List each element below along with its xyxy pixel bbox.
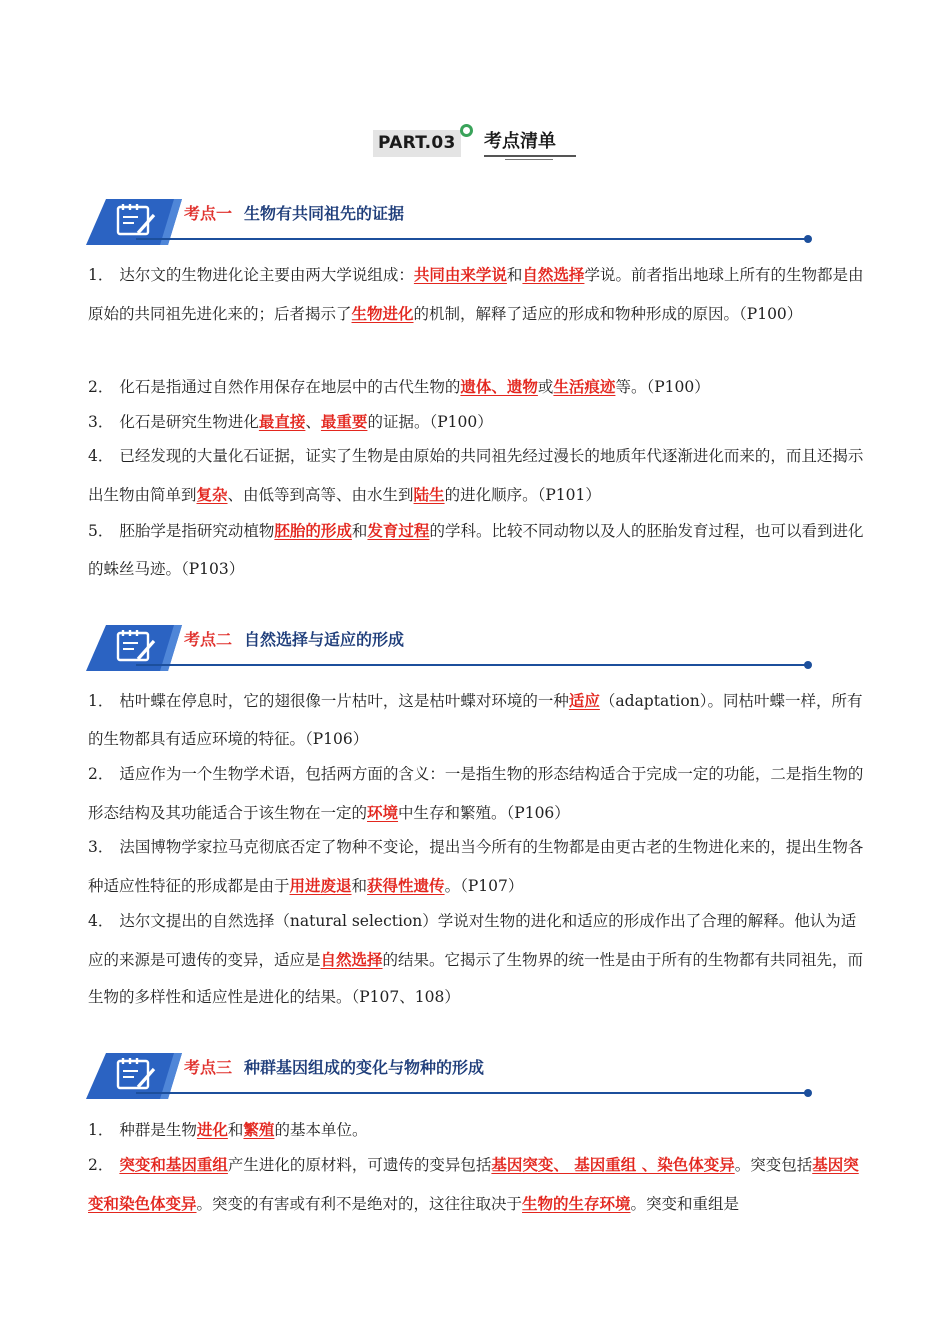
key-term: 适应 (568, 691, 600, 710)
text-run: 和 (351, 522, 368, 540)
item-number: 1． (88, 266, 114, 284)
text-run: 。突变和重组是 (630, 1194, 740, 1213)
key-term: 复杂 (196, 484, 228, 504)
paragraph (88, 682, 864, 758)
text-run: 等。（P100） (615, 378, 710, 396)
text-run: 适应作为一个生物学术语，包括两方面的含义：一是指生物的形态结构适合于完成一定的功能，二是指生物的形态结构及其功能适合于该生物在一定的 (88, 765, 864, 822)
text-run: 的基本单位。 (274, 1121, 368, 1139)
paragraph (88, 512, 864, 588)
section-number: 考点一 (184, 204, 233, 223)
section-header-1 (86, 199, 816, 247)
item-number: 3． (88, 413, 114, 431)
text-run: 化石是指通过自然作用保存在地层中的古代生物的 (119, 378, 461, 396)
item-number: 2． (88, 378, 114, 396)
part-badge: PART.03 (373, 130, 461, 157)
text-run: 中生存和繁殖。（P106） (398, 803, 570, 822)
key-term: 基因突变、 基因重组 、染色体变异 (491, 1155, 735, 1174)
paragraph (88, 1146, 864, 1223)
key-term: 基因突变和染色体变异 (88, 1155, 859, 1213)
key-term: 最重要 (320, 412, 368, 431)
text-run: 、 (305, 413, 321, 431)
title-underline (484, 155, 576, 157)
key-term: 发育过程 (367, 521, 430, 540)
text-run: 的学科。比较不同动物以及人的胚胎发育过程，也可以看到进化的蛛丝马迹。（P103） (88, 522, 864, 578)
key-term: 用进废退 (289, 875, 352, 895)
key-term: 进化 (196, 1120, 228, 1139)
text-run: 和 (227, 1121, 244, 1139)
part-title (0, 124, 950, 164)
text-run: 达尔文提出的自然选择（natural selection）学说对生物的进化和适应的形成作出了合理的解释。他认为适应的来源是可遗传的变异，适应是 (88, 912, 857, 969)
key-term: 陆生 (413, 484, 445, 504)
section-divider (136, 1092, 808, 1094)
item-number: 5． (88, 522, 114, 540)
text-run: 的机制，解释了适应的形成和物种形成的原因。（P100） (413, 304, 803, 323)
text-run: 和 (506, 266, 523, 284)
part-label: 考点清单 (484, 131, 556, 152)
text-run: 的结果。它揭示了生物界的统一性是由于所有的生物都有共同祖先，而生物的多样性和适应性是进化的结果。（P107、108） (88, 950, 864, 1006)
title-underline-short (505, 159, 553, 160)
paragraph (88, 368, 864, 407)
paragraph (88, 438, 864, 514)
section-number: 考点二 (184, 630, 233, 649)
paragraph (88, 256, 864, 333)
text-run: 。（P107） (444, 876, 524, 895)
text-run: 或 (537, 378, 554, 396)
key-term: 共同由来学说 (413, 265, 507, 284)
key-term: 遗体、遗物 (460, 377, 538, 396)
item-number: 3． (88, 838, 114, 856)
item-number: 1． (88, 692, 114, 710)
text-run: 的进化顺序。（P101） (444, 485, 601, 504)
key-term: 自然选择 (320, 949, 383, 969)
section-header-3 (86, 1053, 816, 1101)
item-number: 2． (88, 765, 114, 783)
section-divider (136, 664, 808, 666)
key-term: 获得性遗传 (367, 875, 445, 895)
key-term: 胚胎的形成 (274, 521, 352, 540)
section-title: 生物有共同祖先的证据 (244, 204, 405, 223)
text-run: 、由低等到高等、由水生到 (227, 485, 414, 504)
text-run: 枯叶蝶在停息时，它的翅很像一片枯叶，这是枯叶蝶对环境的一种 (119, 692, 569, 710)
item-number: 4． (88, 912, 114, 930)
text-run: 产生进化的原材料，可遗传的变异包括 (227, 1156, 492, 1174)
divider-dot (804, 661, 812, 669)
item-number: 2． (88, 1156, 114, 1174)
text-run: 种群是生物 (119, 1121, 197, 1139)
paragraph (88, 903, 864, 1017)
paragraph (88, 756, 864, 832)
divider-dot (804, 235, 812, 243)
item-number: 1． (88, 1121, 114, 1139)
text-run: 已经发现的大量化石证据，证实了生物是由原始的共同祖先经过漫长的地质年代逐渐进化而来的，而且还揭示出生物由简单到 (88, 447, 864, 504)
text-run: 。突变的有害或有利不是绝对的，这往往取决于 (196, 1194, 523, 1213)
section-title: 种群基因组成的变化与物种的形成 (244, 1058, 485, 1077)
section-number: 考点三 (184, 1058, 233, 1077)
text-run: 学说。前者指出地球上所有的生物都是由原始的共同祖先进化来的；后者揭示了 (88, 266, 864, 323)
divider-dot (804, 1089, 812, 1097)
text-run: 胚胎学是指研究动植物 (119, 522, 275, 540)
section-header-2 (86, 625, 816, 673)
text-run: 达尔文的生物进化论主要由两大学说组成： (119, 266, 414, 284)
text-run: （adaptation）。同枯叶蝶一样，所有的生物都具有适应环境的特征。（P106） (88, 692, 863, 748)
text-run: 化石是研究生物进化 (119, 413, 259, 431)
key-term: 突变和基因重组 (119, 1155, 228, 1174)
key-term: 生物进化 (351, 303, 414, 323)
key-term: 环境 (367, 802, 399, 822)
paragraph (88, 403, 864, 442)
text-run: 的证据。（P100） (367, 413, 493, 431)
key-term: 生活痕迹 (553, 377, 616, 396)
paragraph (88, 829, 864, 905)
text-run: 法国博物学家拉马克彻底否定了物种不变论，提出当今所有的生物都是由更古老的生物进化来的，提出生物各种适应性特征的形成都是由于 (88, 838, 864, 895)
text-run: 。突变包括 (734, 1156, 813, 1174)
circle-icon (460, 124, 473, 137)
key-term: 最直接 (258, 412, 306, 431)
key-term: 繁殖 (243, 1120, 275, 1139)
paragraph (88, 1111, 864, 1150)
key-term: 生物的生存环境 (522, 1193, 631, 1213)
section-divider (136, 238, 808, 240)
item-number: 4． (88, 447, 114, 465)
section-title: 自然选择与适应的形成 (244, 630, 405, 649)
text-run: 和 (351, 876, 368, 895)
key-term: 自然选择 (522, 265, 585, 284)
